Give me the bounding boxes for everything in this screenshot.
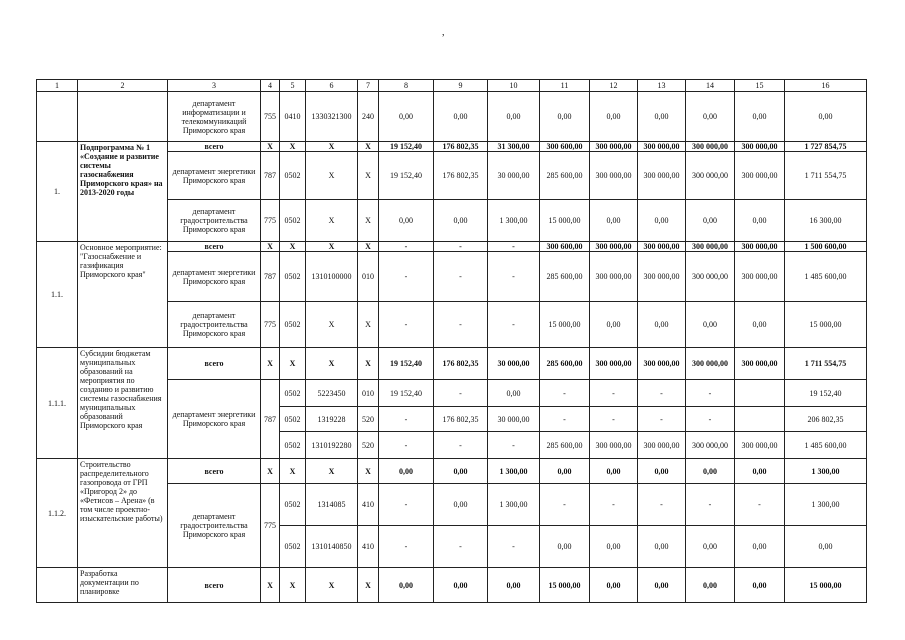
value-cell: 0,00 <box>638 459 686 484</box>
value-cell: 176 802,35 <box>434 407 488 432</box>
column-number: 15 <box>735 80 785 92</box>
value-cell: - <box>379 484 434 526</box>
value-cell: 0,00 <box>686 459 735 484</box>
code-cell: X <box>358 142 379 152</box>
value-cell: 300 000,00 <box>735 242 785 252</box>
code-cell: 755 <box>261 92 280 142</box>
value-cell: 300 000,00 <box>638 348 686 380</box>
value-cell: 0,00 <box>540 526 590 568</box>
value-cell: 0,00 <box>735 526 785 568</box>
dept-cell: департамент энергетики Приморского края <box>168 152 261 200</box>
table-row <box>37 92 867 142</box>
value-cell: 300 000,00 <box>638 432 686 459</box>
value-cell: 300 000,00 <box>638 252 686 302</box>
value-cell: 0,00 <box>785 526 867 568</box>
code-cell: X <box>306 568 358 603</box>
value-cell: 300 000,00 <box>590 252 638 302</box>
total-label: всего <box>168 242 261 252</box>
column-number: 14 <box>686 80 735 92</box>
value-cell: 0,00 <box>434 92 488 142</box>
code-cell: X <box>280 242 306 252</box>
code-cell: 0502 <box>280 526 306 568</box>
value-cell: 0,00 <box>434 459 488 484</box>
value-cell: 15 000,00 <box>540 302 590 348</box>
total-label: всего <box>168 142 261 152</box>
code-cell: X <box>306 348 358 380</box>
value-cell: 19 152,40 <box>379 152 434 200</box>
code-cell: X <box>261 568 280 603</box>
value-cell: - <box>379 432 434 459</box>
value-cell: - <box>638 484 686 526</box>
value-cell: - <box>488 526 540 568</box>
value-cell: 30 000,00 <box>488 407 540 432</box>
code-cell: 1314085 <box>306 484 358 526</box>
value-cell: 1 300,00 <box>488 200 540 242</box>
value-cell: 0,00 <box>686 568 735 603</box>
value-cell: 300 000,00 <box>735 348 785 380</box>
value-cell: 176 802,35 <box>434 348 488 380</box>
code-cell: X <box>358 568 379 603</box>
value-cell <box>735 380 785 407</box>
code-cell: X <box>358 242 379 252</box>
value-cell: 19 152,40 <box>379 142 434 152</box>
column-number: 12 <box>590 80 638 92</box>
column-number: 13 <box>638 80 686 92</box>
value-cell: 300 000,00 <box>590 152 638 200</box>
value-cell: 0,00 <box>590 92 638 142</box>
num-cell <box>37 568 78 603</box>
value-cell: - <box>540 484 590 526</box>
column-number: 8 <box>379 80 434 92</box>
value-cell: 1 711 554,75 <box>785 348 867 380</box>
value-cell: 1 300,00 <box>488 484 540 526</box>
value-cell: 1 300,00 <box>785 459 867 484</box>
value-cell: 0,00 <box>638 526 686 568</box>
budget-table <box>36 79 867 603</box>
value-cell: 0,00 <box>735 568 785 603</box>
code-cell: 0502 <box>280 302 306 348</box>
code-cell: 0502 <box>280 380 306 407</box>
value-cell: 0,00 <box>590 526 638 568</box>
code-cell: 410 <box>358 484 379 526</box>
dept-cell: департамент энергетики Приморского края <box>168 380 261 459</box>
value-cell: - <box>434 302 488 348</box>
value-cell: - <box>488 302 540 348</box>
value-cell: 300 000,00 <box>590 348 638 380</box>
scan-mark: , <box>442 27 445 38</box>
value-cell: 0,00 <box>686 526 735 568</box>
value-cell: - <box>434 242 488 252</box>
value-cell: 300 000,00 <box>686 252 735 302</box>
code-cell: 775 <box>261 484 280 568</box>
section-title: Субсидии бюджетам муниципальных образований на мероприятия по созданию и развитию системы газоснабжения муниципальных образований Приморского края <box>78 348 168 459</box>
value-cell: 300 000,00 <box>638 242 686 252</box>
code-cell: 1310192280 <box>306 432 358 459</box>
code-cell: X <box>306 242 358 252</box>
code-cell: X <box>280 459 306 484</box>
value-cell: 19 152,40 <box>785 380 867 407</box>
value-cell: 176 802,35 <box>434 142 488 152</box>
value-cell: - <box>488 432 540 459</box>
dept-cell: департамент градостроительства Приморского края <box>168 302 261 348</box>
value-cell: 30 000,00 <box>488 152 540 200</box>
dept-cell: департамент энергетики Приморского края <box>168 252 261 302</box>
column-number: 6 <box>306 80 358 92</box>
value-cell: 1 485 600,00 <box>785 252 867 302</box>
value-cell: 206 802,35 <box>785 407 867 432</box>
code-cell: 787 <box>261 380 280 459</box>
value-cell: 15 000,00 <box>540 200 590 242</box>
value-cell: 300 000,00 <box>638 142 686 152</box>
value-cell: - <box>686 407 735 432</box>
code-cell: 010 <box>358 380 379 407</box>
value-cell: 176 802,35 <box>434 152 488 200</box>
value-cell: - <box>540 380 590 407</box>
value-cell: 0,00 <box>590 200 638 242</box>
code-cell: X <box>358 200 379 242</box>
total-label: всего <box>168 459 261 484</box>
code-cell: X <box>306 200 358 242</box>
code-cell: 010 <box>358 252 379 302</box>
code-cell: X <box>358 459 379 484</box>
value-cell: 0,00 <box>686 200 735 242</box>
code-cell: X <box>280 142 306 152</box>
value-cell: 0,00 <box>638 200 686 242</box>
code-cell: X <box>358 302 379 348</box>
value-cell: 0,00 <box>735 302 785 348</box>
section-title: Основное мероприятие: "Газоснабжение и газификация Приморского края" <box>78 242 168 348</box>
table-row <box>37 242 867 252</box>
header-row <box>37 80 867 92</box>
table-row <box>37 568 867 603</box>
section-title: Строительство распределительного газопровода от ГРП «Пригород 2» до «Фетисов – Арена» (в том числе проектно-изыскательские работы) <box>78 459 168 568</box>
value-cell: 0,00 <box>638 568 686 603</box>
code-cell: 1330321300 <box>306 92 358 142</box>
value-cell: 0,00 <box>590 568 638 603</box>
section-title: Разработка документации по планировке <box>78 568 168 603</box>
table-row <box>37 348 867 380</box>
value-cell: 0,00 <box>735 200 785 242</box>
value-cell: - <box>686 484 735 526</box>
code-cell: X <box>280 348 306 380</box>
value-cell: 285 600,00 <box>540 432 590 459</box>
value-cell: 16 300,00 <box>785 200 867 242</box>
column-number: 3 <box>168 80 261 92</box>
code-cell: 775 <box>261 302 280 348</box>
value-cell: - <box>379 302 434 348</box>
column-number: 9 <box>434 80 488 92</box>
code-cell: X <box>261 242 280 252</box>
value-cell: - <box>638 407 686 432</box>
value-cell: 300 000,00 <box>686 432 735 459</box>
value-cell: 300 000,00 <box>686 348 735 380</box>
value-cell: - <box>638 380 686 407</box>
num-cell <box>37 92 78 142</box>
value-cell: 1 300,00 <box>785 484 867 526</box>
value-cell: 300 000,00 <box>590 432 638 459</box>
value-cell: 285 600,00 <box>540 348 590 380</box>
code-cell: X <box>306 152 358 200</box>
value-cell: 300 000,00 <box>686 152 735 200</box>
code-cell: 5223450 <box>306 380 358 407</box>
code-cell: 0502 <box>280 484 306 526</box>
column-number: 10 <box>488 80 540 92</box>
code-cell: X <box>306 142 358 152</box>
value-cell: 0,00 <box>735 92 785 142</box>
value-cell: 0,00 <box>590 459 638 484</box>
value-cell: 1 727 854,75 <box>785 142 867 152</box>
dept-cell: департамент градостроительства Приморского края <box>168 200 261 242</box>
value-cell: 0,00 <box>379 92 434 142</box>
value-cell: 0,00 <box>686 302 735 348</box>
value-cell: - <box>434 252 488 302</box>
value-cell: 0,00 <box>488 92 540 142</box>
value-cell: 0,00 <box>434 568 488 603</box>
column-number: 2 <box>78 80 168 92</box>
column-number: 4 <box>261 80 280 92</box>
code-cell: 1310100000 <box>306 252 358 302</box>
section-number: 1.1. <box>37 242 78 348</box>
code-cell: 1310140850 <box>306 526 358 568</box>
value-cell: - <box>488 242 540 252</box>
value-cell: - <box>379 526 434 568</box>
value-cell: 300 000,00 <box>735 142 785 152</box>
code-cell: X <box>358 348 379 380</box>
code-cell: X <box>261 348 280 380</box>
value-cell: - <box>379 407 434 432</box>
section-number: 1. <box>37 142 78 242</box>
code-cell: 0410 <box>280 92 306 142</box>
value-cell: 15 000,00 <box>785 302 867 348</box>
title-cell <box>78 92 168 142</box>
value-cell: - <box>590 380 638 407</box>
value-cell: 285 600,00 <box>540 252 590 302</box>
value-cell <box>735 407 785 432</box>
value-cell: - <box>590 407 638 432</box>
value-cell: 0,00 <box>638 302 686 348</box>
value-cell: 0,00 <box>540 92 590 142</box>
value-cell: 0,00 <box>379 568 434 603</box>
column-number: 11 <box>540 80 590 92</box>
value-cell: 300 000,00 <box>638 152 686 200</box>
value-cell: 0,00 <box>638 92 686 142</box>
value-cell: 0,00 <box>488 568 540 603</box>
column-number: 1 <box>37 80 78 92</box>
code-cell: 520 <box>358 407 379 432</box>
value-cell: - <box>434 432 488 459</box>
value-cell: - <box>735 484 785 526</box>
total-label: всего <box>168 568 261 603</box>
code-cell: 0502 <box>280 252 306 302</box>
value-cell: 0,00 <box>686 92 735 142</box>
value-cell: - <box>434 380 488 407</box>
section-number: 1.1.2. <box>37 459 78 568</box>
column-number: 5 <box>280 80 306 92</box>
table-row <box>37 142 867 152</box>
value-cell: 300 000,00 <box>735 152 785 200</box>
code-cell: 787 <box>261 252 280 302</box>
code-cell: 0502 <box>280 432 306 459</box>
value-cell: - <box>488 252 540 302</box>
dept-cell: департамент информатизации и телекоммуникаций Приморского края <box>168 92 261 142</box>
value-cell: 1 300,00 <box>488 459 540 484</box>
value-cell: 300 000,00 <box>735 432 785 459</box>
value-cell: 300 000,00 <box>735 252 785 302</box>
value-cell: 0,00 <box>590 302 638 348</box>
value-cell: 300 000,00 <box>686 142 735 152</box>
value-cell: 285 600,00 <box>540 152 590 200</box>
code-cell: X <box>306 459 358 484</box>
code-cell: 520 <box>358 432 379 459</box>
value-cell: 0,00 <box>488 380 540 407</box>
code-cell: 0502 <box>280 407 306 432</box>
code-cell: 410 <box>358 526 379 568</box>
total-label: всего <box>168 348 261 380</box>
value-cell: 1 485 600,00 <box>785 432 867 459</box>
section-number: 1.1.1. <box>37 348 78 459</box>
value-cell: - <box>379 242 434 252</box>
value-cell: 0,00 <box>379 200 434 242</box>
value-cell: 1 711 554,75 <box>785 152 867 200</box>
value-cell: 300 600,00 <box>540 142 590 152</box>
value-cell: 300 600,00 <box>540 242 590 252</box>
column-number: 16 <box>785 80 867 92</box>
value-cell: 30 000,00 <box>488 348 540 380</box>
value-cell: 31 300,00 <box>488 142 540 152</box>
code-cell: 240 <box>358 92 379 142</box>
value-cell: - <box>590 484 638 526</box>
value-cell: 19 152,40 <box>379 348 434 380</box>
code-cell: X <box>261 459 280 484</box>
value-cell: 300 000,00 <box>686 242 735 252</box>
value-cell: - <box>540 407 590 432</box>
column-number: 7 <box>358 80 379 92</box>
value-cell: 0,00 <box>785 92 867 142</box>
value-cell: 0,00 <box>434 200 488 242</box>
value-cell: - <box>686 380 735 407</box>
value-cell: 0,00 <box>540 459 590 484</box>
code-cell: 775 <box>261 200 280 242</box>
table-row <box>37 459 867 484</box>
code-cell: 0502 <box>280 152 306 200</box>
code-cell: X <box>306 302 358 348</box>
value-cell: 19 152,40 <box>379 380 434 407</box>
section-title: Подпрограмма № 1 «Создание и развитие системы газоснабжения Приморского края» на 2013-2020 годы <box>78 142 168 242</box>
value-cell: 300 000,00 <box>590 142 638 152</box>
value-cell: 15 000,00 <box>540 568 590 603</box>
value-cell: 0,00 <box>434 484 488 526</box>
code-cell: 787 <box>261 152 280 200</box>
value-cell: 300 000,00 <box>590 242 638 252</box>
code-cell: 1319228 <box>306 407 358 432</box>
value-cell: 1 500 600,00 <box>785 242 867 252</box>
value-cell: - <box>434 526 488 568</box>
code-cell: X <box>280 568 306 603</box>
code-cell: 0502 <box>280 200 306 242</box>
code-cell: X <box>261 142 280 152</box>
value-cell: 0,00 <box>735 459 785 484</box>
code-cell: X <box>358 152 379 200</box>
value-cell: - <box>379 252 434 302</box>
value-cell: 0,00 <box>379 459 434 484</box>
dept-cell: департамент градостроительства Приморского края <box>168 484 261 568</box>
value-cell: 15 000,00 <box>785 568 867 603</box>
